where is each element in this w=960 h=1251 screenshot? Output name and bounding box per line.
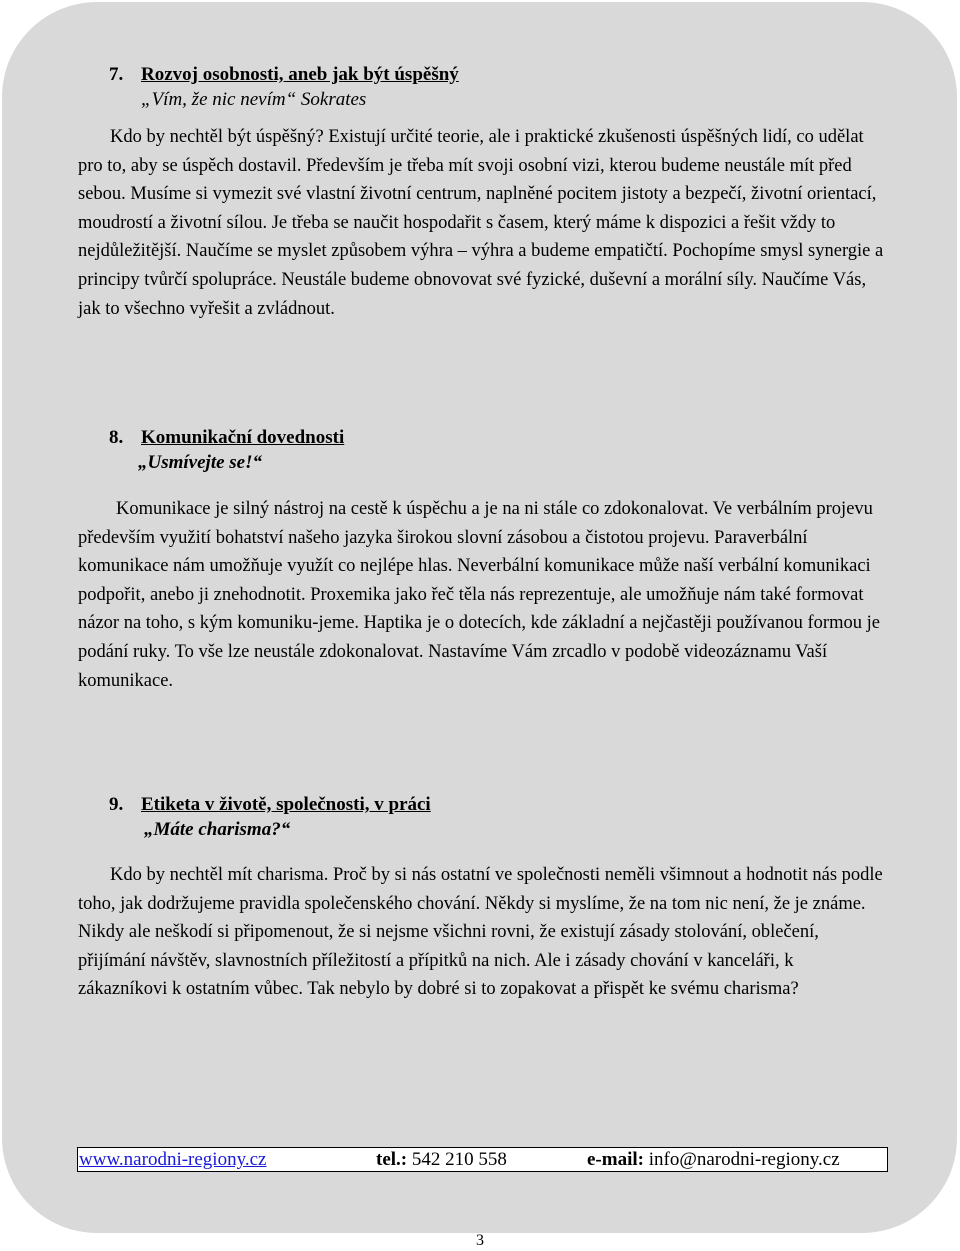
section-heading bbox=[78, 792, 886, 818]
phone-label: tel.: bbox=[376, 1149, 408, 1170]
section-etiquette bbox=[78, 792, 886, 1004]
contact-footer bbox=[77, 1147, 888, 1172]
website-link[interactable]: www.narodni-regiony.cz bbox=[79, 1149, 267, 1170]
section-paragraph: Kdo by nechtěl mít charisma. Proč by si nás ostatní ve společnosti neměli všimnout a hodnotit nás podle toho, jak dodržujeme pravidla společenského chování. Někdy si myslíme, že na tom nic není, že je známe. Nikdy ale neškodí si připomenout, že si nejsme všichni rovni, že existují zásady stolování, oblečení, přijímání návštěv, slavnostních příležitostí a přípitků na nich. Ale i zásady chování v kanceláři, k zákazníkovi k ostatním vůbec. Tak nebylo by dobré si to zopakovat a přispět ke svému charisma? bbox=[78, 865, 883, 1000]
page-number: 3 bbox=[476, 1232, 484, 1249]
phone-value: 542 210 558 bbox=[407, 1149, 507, 1170]
section-heading bbox=[78, 425, 886, 451]
email-label: e-mail: bbox=[587, 1149, 644, 1170]
section-number: 7. bbox=[109, 64, 124, 85]
section-paragraph: Komunikace je silný nástroj na cestě k úspěchu a je na ni stále co zdokonalovat. Ve verbálním projevu především využití bohatství našeho jazyka širokou slovní zásobou a čistotou projevu. Paraverbální komunikace nám umožňuje využít co nejlépe hlas. Neverbální komunikace může naší verbální komunikaci podpořit, anebo ji znehodnotit. Proxemika jako řeč těla nás reprezentuje, ale umožňuje nám také formovat názor na toho, s kým komuniku-jeme. Haptika je o dotecích, kde základní a nejčastěji používanou formou je podání ruky. To vše lze neustále zdokonalovat. Nastavíme Vám zrcadlo v podobě videozáznamu Vaší komunikace. bbox=[78, 499, 880, 691]
email-contact bbox=[587, 1148, 840, 1171]
phone-contact bbox=[376, 1148, 507, 1171]
section-number: 8. bbox=[109, 427, 124, 448]
section-paragraph: Kdo by nechtěl být úspěšný? Existují určité teorie, ale i praktické zkušenosti úspěšných lidí, co udělat pro to, aby se úspěch dostavil. Především je třeba mít svoji osobní vizi, kterou budeme neustále mít před sebou. Musíme si vymezit své vlastní životní centrum, naplněné pocitem jistoty a bezpečí, životní orientací, moudrostí a životní sílou. Je třeba se naučit hospodařit s časem, který máme k dispozici a řešit vždy to nejdůležitější. Naučíme se myslet způsobem výhra – výhra a budeme empatičtí. Pochopíme smysl synergie a principy tvůrčí spolupráce. Neustále budeme obnovovat své fyzické, duševní a morální síly. Naučíme Vás, jak to všechno vyřešit a zvládnout. bbox=[78, 127, 884, 319]
section-communication-skills bbox=[78, 425, 886, 695]
section-motto: „Usmívejte se!“ bbox=[138, 452, 263, 473]
section-title: Rozvoj osobnosti, aneb jak být úspěšný bbox=[141, 64, 459, 85]
section-heading bbox=[78, 62, 886, 88]
email-value[interactable]: info@narodni-regiony.cz bbox=[643, 1149, 840, 1170]
section-title: Etiketa v životě, společnosti, v práci bbox=[141, 794, 431, 815]
motto-text: „Vím, že nic nevím“ Sokrates bbox=[141, 89, 367, 110]
section-number: 9. bbox=[109, 794, 124, 815]
section-motto bbox=[78, 88, 886, 112]
section-motto: „Máte charisma?“ bbox=[144, 819, 291, 840]
section-personal-development bbox=[78, 62, 886, 323]
section-title: Komunikační dovednosti bbox=[141, 427, 345, 448]
